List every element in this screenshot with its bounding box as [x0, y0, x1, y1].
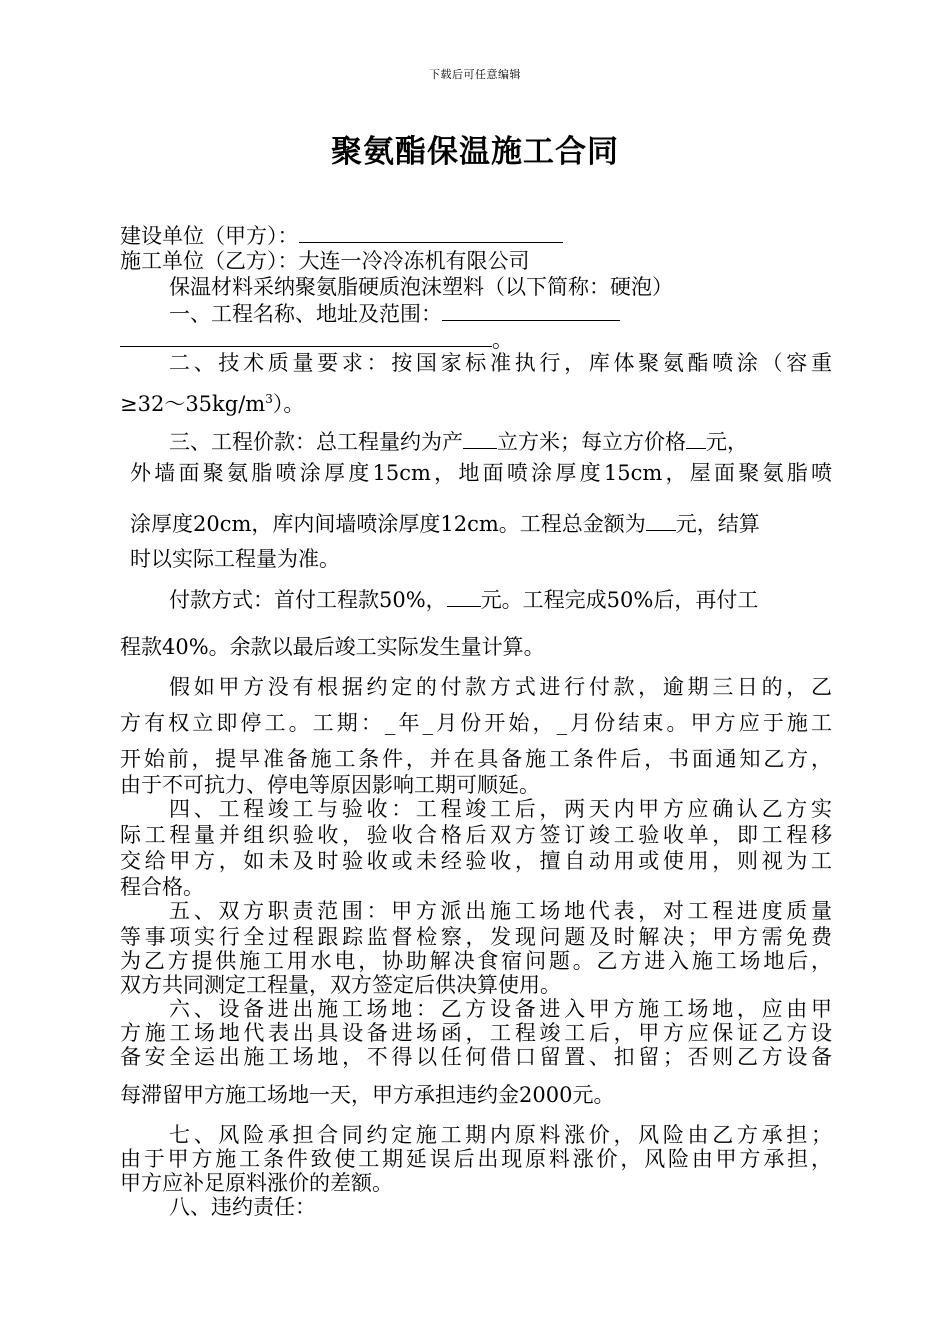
para-section-6-l4: 每滞留甲方施工场地一天，甲方承担违约金2000元。 [120, 1083, 615, 1107]
para-section-7-l3: 甲方应补足原料涨价的差额。 [120, 1171, 393, 1195]
page-header: 下载后可任意编辑 [429, 68, 521, 81]
density-unit-sup: 3 [265, 392, 273, 406]
project-address-blank [120, 326, 492, 347]
para-default-1: 假如甲方没有根据约定的付款方式进行付款，逾期三日的，乙 [169, 675, 832, 699]
total-amount-blank [646, 510, 676, 531]
section-3-l3-b: 元，结算 [675, 512, 760, 536]
para-section-4-l4: 程合格。 [120, 875, 204, 899]
project-name-blank [442, 300, 620, 321]
payment-blank [447, 586, 481, 607]
party-a-line [120, 222, 832, 249]
para-section-1 [169, 300, 881, 327]
para-section-4-l3: 交给甲方，如未及时验收或未经验收，擅自动用或使用，则视为工 [120, 849, 832, 873]
payment-text-a: 付款方式：首付工程款50%， [169, 588, 447, 612]
density-end: ）。 [272, 392, 305, 416]
para-section-4-l2: 际工程量并组织验收，验收合格后双方签订竣工验收单，即工程移 [120, 823, 832, 847]
section-1-end: 。 [492, 328, 513, 352]
section-3-text-c: 元， [706, 430, 748, 454]
unit-price-blank [686, 428, 706, 449]
density-text: ≥32～35kg/m [120, 392, 266, 416]
party-a-blank [299, 222, 563, 243]
para-section-6-l3: 备安全运出施工场地，不得以任何借口留置、扣留；否则乙方设备 [120, 1045, 832, 1069]
para-section-3 [169, 428, 881, 455]
section-1-text: 一、工程名称、地址及范围： [169, 302, 442, 326]
para-section-3-l4: 时以实际工程量为准。 [130, 547, 340, 571]
para-payment-cont: 程款40%。余款以最后竣工实际发生量计算。 [120, 635, 545, 659]
para-section-7-l1: 七、风险承担合同约定施工期内原料涨价，风险由乙方承担； [169, 1123, 832, 1147]
para-section-1-cont [120, 326, 832, 353]
party-b-label: 施工单位（乙方）： [120, 249, 299, 273]
para-material: 保温材料采纳聚氨脂硬质泡沫塑料（以下简称：硬泡） [169, 275, 673, 299]
para-section-2-cont [120, 386, 832, 417]
para-default-3: 开始前，提早准备施工条件，并在具备施工条件后，书面通知乙方， [120, 747, 832, 771]
para-default-2: 方有权立即停工。工期：_年_月份开始，_月份结束。甲方应于施工 [120, 711, 832, 735]
para-section-8: 八、违约责任： [169, 1195, 316, 1219]
para-default-4: 由于不可抗力、停电等原因影响工期可顺延。 [120, 773, 540, 797]
para-section-4-l1: 四、工程竣工与验收：工程竣工后，两天内甲方应确认乙方实 [169, 797, 832, 821]
para-section-3-l2: 外墙面聚氨脂喷涂厚度15cm，地面喷涂厚度15cm，屋面聚氨脂喷 [130, 461, 832, 485]
para-section-5-l4: 双方共同测定工程量，双方签定后供决算使用。 [120, 973, 561, 997]
para-section-5-l3: 为乙方提供施工用水电，协助解决食宿问题。乙方进入施工场地后， [120, 949, 832, 973]
section-3-l3-a: 涂厚度20cm，库内间墙喷涂厚度12cm。工程总金额为 [130, 512, 646, 536]
party-a-label: 建设单位（甲方）： [120, 224, 299, 248]
document-title: 聚氨酯保温施工合同 [331, 134, 619, 170]
para-section-7-l2: 由于甲方施工条件致使工期延误后出现原料涨价，风险由甲方承担， [120, 1147, 832, 1171]
payment-text-b: 元。工程完成50%后，再付工 [480, 588, 759, 612]
section-3-text-b: 立方米；每立方价格 [497, 430, 686, 454]
para-section-3-l3 [130, 510, 832, 537]
para-payment [169, 586, 881, 613]
para-section-5-l1: 五、双方职责范围：甲方派出施工场地代表，对工程进度质量 [169, 899, 832, 923]
section-3-text-a: 三、工程价款：总工程量约为产 [169, 430, 463, 454]
volume-blank [463, 428, 497, 449]
para-section-6-l1: 六、设备进出施工场地：乙方设备进入甲方施工场地，应由甲 [169, 997, 832, 1021]
party-b-line [120, 248, 832, 274]
para-section-6-l2: 方施工场地代表出具设备进场函，工程竣工后，甲方应保证乙方设 [120, 1021, 832, 1045]
para-section-5-l2: 等事项实行全过程跟踪监督检察，发现问题及时解决；甲方需免费 [120, 925, 832, 949]
party-b-value: 大连一冷冷冻机有限公司 [298, 249, 530, 273]
para-section-2: 二、技术质量要求：按国家标准执行，库体聚氨酯喷涂（容重 [169, 351, 832, 375]
